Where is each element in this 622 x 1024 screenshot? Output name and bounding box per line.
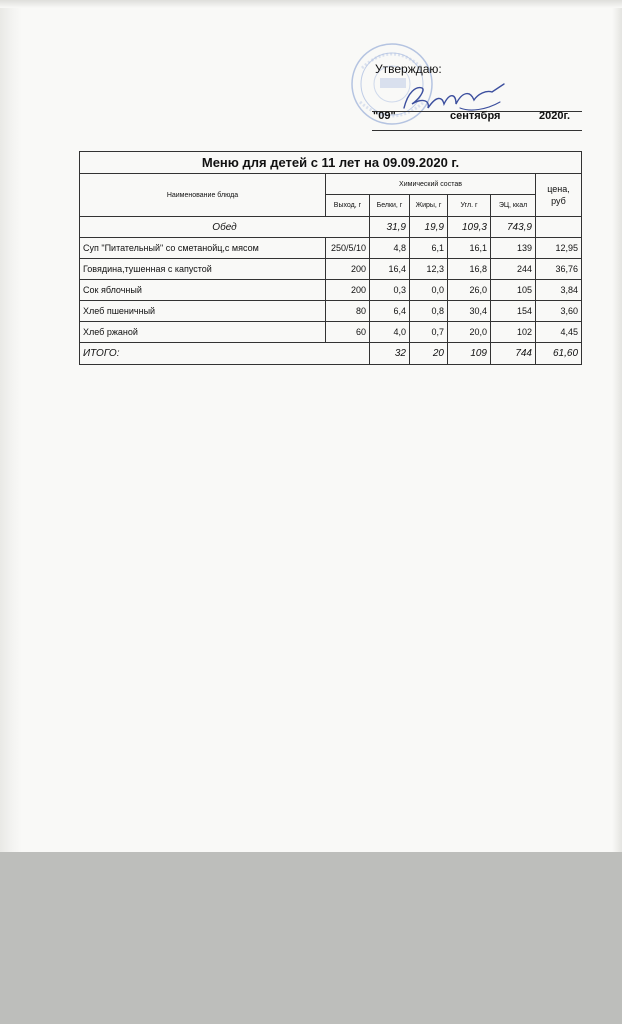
page-edge-shadow-left	[0, 0, 22, 852]
dish-protein: 4,8	[370, 238, 410, 259]
dish-price: 3,60	[536, 301, 582, 322]
dish-name: Хлеб ржаной	[80, 322, 326, 343]
table-row	[80, 301, 582, 322]
dish-carbs: 26,0	[448, 280, 491, 301]
approval-block	[340, 38, 590, 138]
dish-fat: 0,0	[410, 280, 448, 301]
header-protein: Белки, г	[370, 195, 410, 217]
total-price: 61,60	[536, 343, 582, 365]
dish-name: Сок яблочный	[80, 280, 326, 301]
dish-fat: 0,8	[410, 301, 448, 322]
dish-protein: 16,4	[370, 259, 410, 280]
dish-price: 4,45	[536, 322, 582, 343]
dish-protein: 4,0	[370, 322, 410, 343]
menu-table	[79, 151, 582, 365]
dish-energy: 244	[491, 259, 536, 280]
section-protein: 31,9	[370, 217, 410, 238]
dish-yield: 60	[326, 322, 370, 343]
section-row-lunch	[80, 217, 582, 238]
dish-yield: 200	[326, 280, 370, 301]
total-fat: 20	[410, 343, 448, 365]
header-price	[536, 174, 582, 217]
table-row	[80, 280, 582, 301]
header-dish-name: Наименование блюда	[80, 174, 326, 217]
dish-name: Суп "Питательный" со сметанойц,с мясом	[80, 238, 326, 259]
dish-carbs: 16,1	[448, 238, 491, 259]
dish-name: Хлеб пшеничный	[80, 301, 326, 322]
total-energy: 744	[491, 343, 536, 365]
total-row	[80, 343, 582, 365]
table-row	[80, 322, 582, 343]
menu-title: Меню для детей с 11 лет на 09.09.2020 г.	[80, 152, 582, 174]
dish-price: 12,95	[536, 238, 582, 259]
dish-yield: 80	[326, 301, 370, 322]
page-edge-shadow-right	[612, 0, 622, 852]
total-carbs: 109	[448, 343, 491, 365]
header-carbs: Угл. г	[448, 195, 491, 217]
dish-name: Говядина,тушенная с капустой	[80, 259, 326, 280]
header-yield: Выход, г	[326, 195, 370, 217]
table-row	[80, 259, 582, 280]
page-edge-shadow-top	[0, 0, 622, 8]
dish-price: 3,84	[536, 280, 582, 301]
dish-carbs: 30,4	[448, 301, 491, 322]
approve-label: Утверждаю:	[375, 62, 442, 76]
scanner-background	[0, 852, 622, 1024]
dish-energy: 154	[491, 301, 536, 322]
dish-fat: 0,7	[410, 322, 448, 343]
dish-energy: 139	[491, 238, 536, 259]
header-chem-composition: Химический состав	[326, 174, 536, 195]
dish-yield: 250/5/10	[326, 238, 370, 259]
approval-month: сентября	[450, 110, 501, 122]
header-price-text: цена, руб	[547, 184, 570, 206]
header-fat: Жиры, г	[410, 195, 448, 217]
approval-day: "09"	[373, 110, 396, 122]
section-carbs: 109,3	[448, 217, 491, 238]
header-energy: ЭЦ, ккал	[491, 195, 536, 217]
dish-energy: 102	[491, 322, 536, 343]
table-row	[80, 238, 582, 259]
section-name: Обед	[80, 217, 370, 238]
date-underline	[372, 130, 582, 131]
total-label: ИТОГО:	[80, 343, 370, 365]
total-protein: 32	[370, 343, 410, 365]
section-energy: 743,9	[491, 217, 536, 238]
section-price-empty	[536, 217, 582, 238]
section-fat: 19,9	[410, 217, 448, 238]
dish-fat: 12,3	[410, 259, 448, 280]
dish-protein: 0,3	[370, 280, 410, 301]
dish-carbs: 20,0	[448, 322, 491, 343]
dish-price: 36,76	[536, 259, 582, 280]
dish-protein: 6,4	[370, 301, 410, 322]
dish-carbs: 16,8	[448, 259, 491, 280]
approval-year: 2020г.	[539, 110, 571, 122]
dish-yield: 200	[326, 259, 370, 280]
dish-energy: 105	[491, 280, 536, 301]
dish-fat: 6,1	[410, 238, 448, 259]
